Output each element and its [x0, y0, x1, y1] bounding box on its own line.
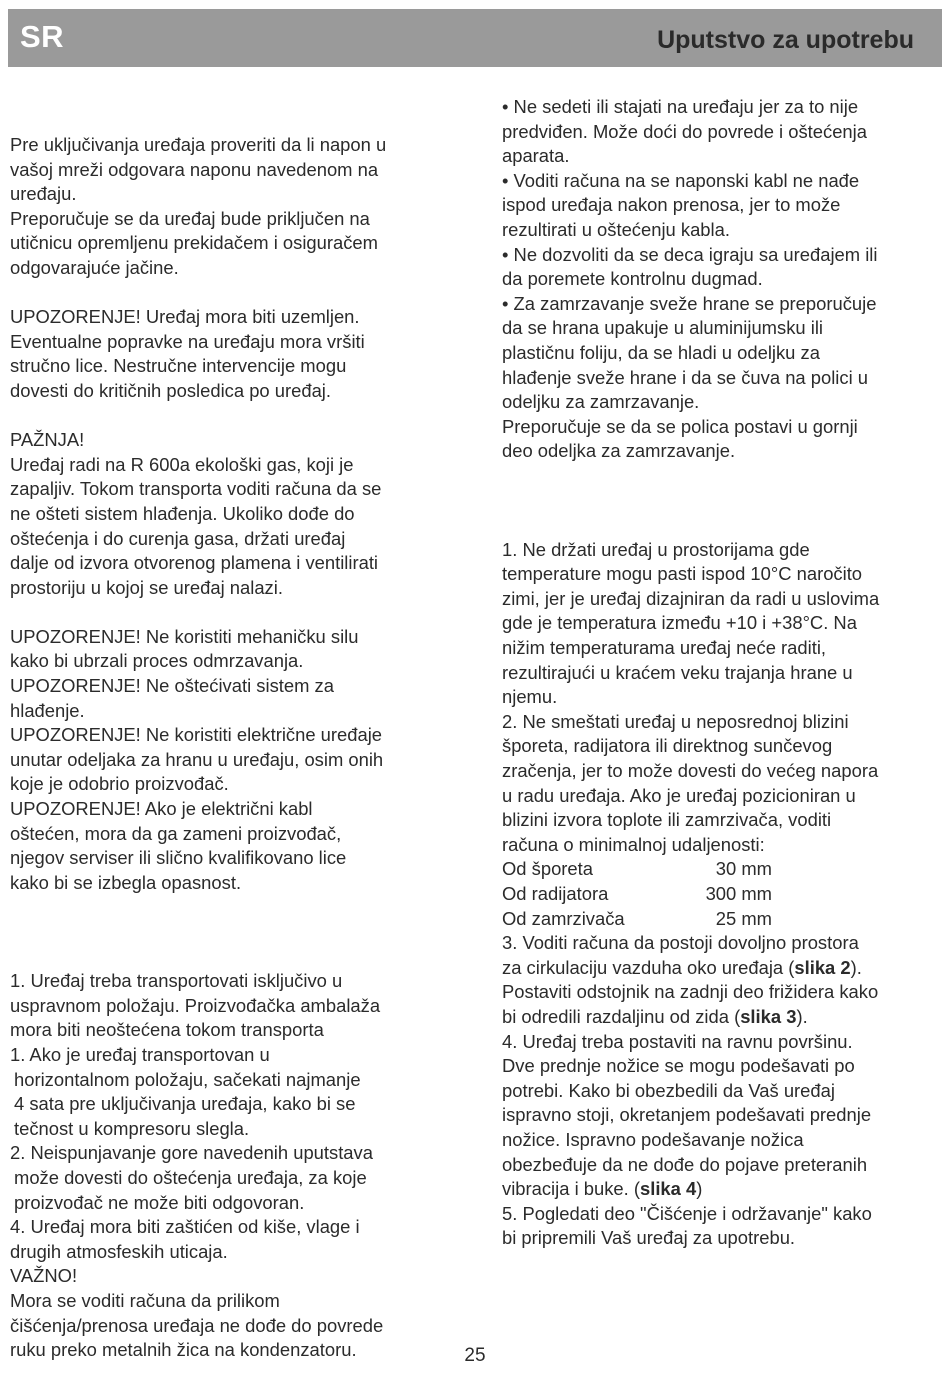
figure-reference: slika 3: [740, 1005, 797, 1027]
text-line: temperature mogu pasti ispod 10°C naročito: [502, 563, 863, 585]
page-header: [8, 9, 942, 67]
text-line: utičnicu opremljenu prekidačem i osiguračem: [10, 232, 378, 254]
text-line: dovesti do kritičnih posledica po uređaj.: [10, 379, 332, 401]
distance-row: [502, 907, 942, 932]
text-line: za cirkulaciju vazduha oko uređaja (slika 2).: [502, 956, 862, 978]
text-line: Pre uključivanja uređaja proveriti da li napon u: [10, 134, 387, 155]
text-line: PAŽNJA!: [10, 429, 85, 451]
text-line: • Ne sedeti ili stajati na uređaju jer za to nije: [502, 96, 859, 117]
text-line: 1. Uređaj treba transportovati isključivo u: [10, 970, 343, 992]
text-line: 2. Ne smeštati uređaj u neposrednoj blizini: [502, 710, 849, 732]
page-number: 25: [464, 1345, 486, 1366]
text-line: ispravno stoji, okretanjem podešavati prednje: [502, 1104, 872, 1126]
text-line: stručno lice. Nestručne intervencije mogu: [10, 355, 347, 377]
figure-reference: slika 4: [639, 1178, 697, 1200]
text-line: rezultirati u oštećenju kabla.: [502, 218, 730, 240]
text-line: kako bi se izbegla opasnost.: [10, 871, 242, 893]
text-line: zapaljiv. Tokom transporta voditi računa da se: [10, 478, 382, 500]
text-line: • Voditi računa na se naponski kabl ne nađe: [502, 169, 860, 191]
text-line: UPOZORENJE! Ako je električni kabl: [10, 798, 313, 820]
text-line: tečnost u kompresoru slegla.: [14, 1117, 250, 1139]
text-line: hlađenje sveže hrane i da se čuva na polici u: [502, 366, 869, 388]
distance-name: Od radijatora: [502, 883, 609, 905]
text-line: zračenja, jer to može dovesti do većeg napora: [502, 760, 879, 782]
text-line: ispod uređaja nakon prenosa, jer to može: [502, 194, 841, 216]
text-line: može dovesti do oštećenja uređaja, za koje: [14, 1166, 367, 1188]
text-line: • Ne dozvoliti da se deca igraju sa uređajem ili: [502, 243, 878, 265]
power-supply-paragraph: [10, 133, 450, 281]
text-line: proizvođač ne može biti odgovoran.: [14, 1191, 305, 1213]
text-line: blizini izvora toplote ili zamrzivača, voditi: [502, 809, 832, 831]
text-line: horizontalnom položaju, sačekati najmanje: [14, 1068, 361, 1090]
text-line: njemu.: [502, 686, 558, 708]
placement-paragraph: [502, 538, 942, 858]
text-line: Preporučuje se da uređaj bude priključen na: [10, 207, 370, 229]
language-code: SR: [20, 19, 65, 54]
text-line: potrebi. Kako bi obezbedili da Vaš uređaj: [502, 1079, 835, 1101]
text-line: Dve prednje nožice se mogu podešavati po: [502, 1055, 855, 1077]
text-line: da se hrana upakuje u aluminijumsku ili: [502, 317, 823, 339]
text-line: 1. Ako je uređaj transportovan u: [10, 1043, 270, 1065]
right-column: [502, 95, 942, 1251]
text-line: bi pripremili Vaš uređaj za upotrebu.: [502, 1227, 796, 1249]
text-line: Preporučuje se da se polica postavi u gornji: [502, 415, 858, 437]
distance-name: Od zamrzivača: [502, 907, 625, 929]
distance-value: 30 mm: [715, 858, 772, 880]
text-line: Uređaj radi na R 600a ekološki gas, koji je: [10, 453, 354, 475]
text-line: odeljku za zamrzavanje.: [502, 391, 700, 413]
text-line: 4. Uređaj mora biti zaštićen od kiše, vlage i: [10, 1216, 360, 1238]
transport-paragraph: [10, 969, 450, 1363]
text-line: nožice. Ispravno podešavanje nožica: [502, 1128, 804, 1150]
text-line: Postaviti odstojnik na zadnji deo frižidera kako: [502, 981, 879, 1003]
page-title: Uputstvo za upotrebu: [657, 26, 914, 54]
text-line: zimi, jer je uređaj dizajniran da radi u uslovima: [502, 587, 880, 609]
text-line: u radu uređaja. Ako je uređaj pozicioniran u: [502, 784, 856, 806]
grounding-warning-paragraph: [10, 305, 450, 403]
distance-value: 300 mm: [705, 883, 772, 905]
gas-caution-paragraph: [10, 428, 450, 600]
text-line: hlađenje.: [10, 699, 85, 721]
text-line: 4 sata pre uključivanja uređaja, kako bi se: [14, 1093, 356, 1115]
text-line: vibracija i buke. (slika 4): [502, 1178, 703, 1200]
text-line: bi odredili razdaljinu od zida (slika 3).: [502, 1005, 808, 1027]
text-line: čišćenja/prenosa uređaja ne dođe do povrede: [10, 1314, 384, 1336]
text-line: 2. Neispunjavanje gore navedenih uputstava: [10, 1142, 373, 1164]
distance-value: 25 mm: [715, 907, 772, 929]
text-line: ruku preko metalnih žica na kondenzatoru.: [10, 1339, 357, 1361]
text-line: 1. Ne držati uređaj u prostorijama gde: [502, 538, 810, 560]
left-column: [10, 133, 450, 1363]
warnings-paragraph: [10, 625, 450, 896]
safety-bullets-paragraph: [502, 95, 942, 464]
text-line: odgovarajuće jačine.: [10, 256, 179, 278]
text-line: dalje od izvora otvorenog plamena i ventilirati: [10, 552, 379, 574]
text-line: računa o minimalnoj udaljenosti:: [502, 833, 765, 855]
text-line: UPOZORENJE! Uređaj mora biti uzemljen.: [10, 306, 360, 328]
text-line: aparata.: [502, 145, 570, 167]
text-line: šporeta, radijatora ili direktnog sunčevog: [502, 735, 833, 757]
text-line: 5. Pogledati deo "Čišćenje i održavanje" kako: [502, 1202, 872, 1224]
text-line: obezbeđuje da ne dođe do pojave preteranih: [502, 1153, 868, 1175]
distance-row: [502, 882, 942, 907]
text-line: nižim temperaturama uređaj neće raditi,: [502, 637, 827, 659]
text-line: rezultirajući u kraćem veku trajanja hrane u: [502, 661, 853, 683]
text-line: deo odeljka za zamrzavanje.: [502, 440, 736, 462]
text-line: UPOZORENJE! Ne koristiti mehaničku silu: [10, 625, 359, 647]
text-line: predviđen. Može doći do povrede i oštećenja: [502, 120, 867, 142]
text-line: • Za zamrzavanje sveže hrane se preporučuje: [502, 292, 877, 314]
installation-paragraph: [502, 931, 942, 1251]
text-line: Eventualne popravke na uređaju mora vršiti: [10, 330, 365, 352]
text-line: oštećenja i do curenja gasa, držati uređaj: [10, 527, 346, 549]
figure-reference: slika 2: [794, 956, 851, 978]
text-line: UPOZORENJE! Ne oštećivati sistem za: [10, 675, 334, 697]
text-line: koje je odobrio proizvođač.: [10, 773, 229, 795]
distance-list: [502, 857, 942, 931]
text-line: vašoj mreži odgovara naponu navedenom na: [10, 158, 379, 180]
text-line: 4. Uređaj treba postaviti na ravnu površinu.: [502, 1030, 853, 1052]
text-line: da poremete kontrolnu dugmad.: [502, 268, 763, 290]
text-line: drugih atmosfeskih uticaja.: [10, 1240, 228, 1262]
text-line: VAŽNO!: [10, 1265, 78, 1287]
text-line: mora biti neoštećena tokom transporta: [10, 1019, 324, 1041]
text-line: gde je temperatura između +10 i +38°C. Na: [502, 612, 857, 634]
text-line: Mora se voditi računa da prilikom: [10, 1289, 280, 1311]
text-line: ne ošteti sistem hlađenja. Ukoliko dođe do: [10, 502, 355, 524]
text-line: njegov serviser ili slično kvalifikovano lice: [10, 847, 347, 869]
text-line: 3. Voditi računa da postoji dovoljno prostora: [502, 932, 859, 954]
text-line: oštećen, mora da ga zameni proizvođač,: [10, 822, 342, 844]
text-line: unutar odeljaka za hranu u uređaju, osim onih: [10, 748, 384, 770]
text-line: uređaju.: [10, 183, 77, 205]
text-line: UPOZORENJE! Ne koristiti električne uređaje: [10, 724, 383, 746]
distance-row: [502, 857, 942, 882]
distance-name: Od šporeta: [502, 858, 593, 880]
text-line: plastičnu foliju, da se hladi u odeljku za: [502, 341, 820, 363]
text-line: prostoriju u kojoj se uređaj nalazi.: [10, 576, 283, 598]
text-line: uspravnom položaju. Proizvođačka ambalaža: [10, 994, 381, 1016]
text-line: kako bi ubrzali proces odmrzavanja.: [10, 650, 304, 672]
